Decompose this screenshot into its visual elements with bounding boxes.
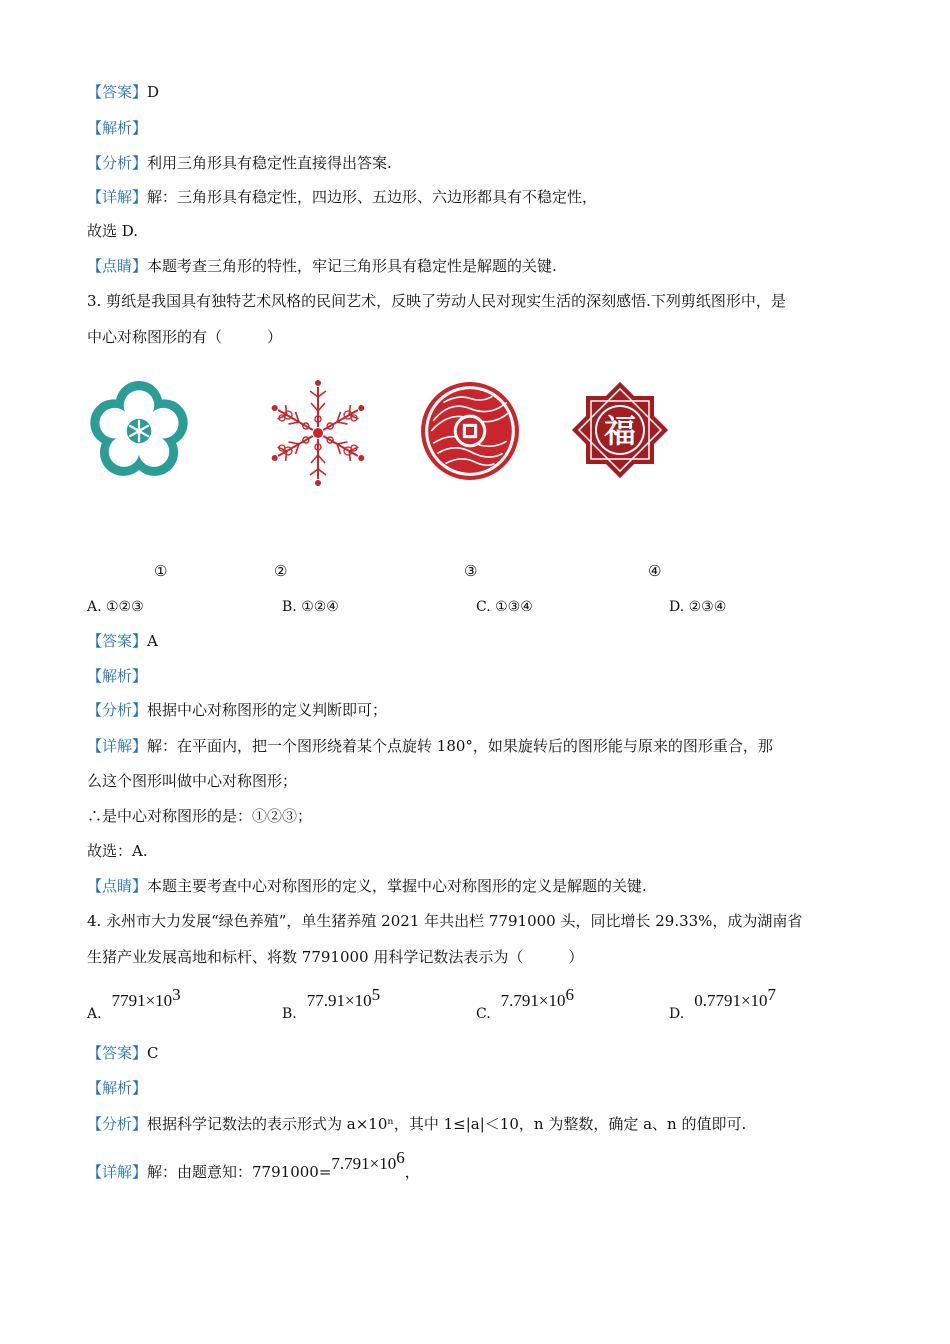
comment-tag: 【点睛】 bbox=[87, 257, 148, 275]
option-letter: D. bbox=[669, 1006, 685, 1022]
analysis-tag: 【解析】 bbox=[87, 119, 148, 137]
q4-option-a bbox=[87, 985, 181, 1022]
figure-label-4: ④ bbox=[648, 562, 662, 580]
q2-answer: D bbox=[147, 83, 160, 101]
option-base: 77.91×10 bbox=[306, 991, 372, 1010]
option-letter: C. bbox=[476, 1006, 491, 1022]
q3-detail-1: 解：在平面内，把一个图形绕着某个点旋转 180°，如果旋转后的图形能与原来的图形重合，那 bbox=[147, 737, 773, 755]
q3-option-c: C. ①③④ bbox=[476, 599, 533, 615]
q2-answer-line bbox=[87, 82, 159, 102]
option-exp: 6 bbox=[565, 985, 575, 1004]
option-exp: 7 bbox=[767, 985, 777, 1004]
q2-analysis-line bbox=[87, 118, 147, 138]
fu-character: 福 bbox=[603, 412, 637, 450]
q4-option-d bbox=[669, 985, 777, 1022]
comment-tag: 【点睛】 bbox=[87, 877, 148, 895]
q2-comment: 本题考查三角形的特性，牢记三角形具有稳定性是解题的关键. bbox=[147, 257, 557, 275]
q2-fenxi-line bbox=[87, 153, 392, 173]
q3-answer: A bbox=[147, 632, 158, 650]
q4-detail-prefix: 解：由题意知：7791000= bbox=[147, 1163, 332, 1181]
option-base: 0.7791×10 bbox=[694, 991, 768, 1010]
q3-analysis-line bbox=[87, 666, 147, 686]
q3-fenxi-line bbox=[87, 700, 387, 720]
answer-tag: 【答案】 bbox=[87, 83, 148, 101]
detail-tag: 【详解】 bbox=[87, 737, 148, 755]
q4-detail-line bbox=[87, 1148, 420, 1186]
answer-tag: 【答案】 bbox=[87, 1044, 148, 1062]
q3-conclusion: 故选：A. bbox=[87, 842, 148, 860]
q4-fenxi-line bbox=[87, 1114, 746, 1134]
analysis-tag: 【解析】 bbox=[87, 1079, 148, 1097]
option-base: 7791×10 bbox=[111, 991, 173, 1010]
q2-detail: 解：三角形具有稳定性，四边形、五边形、六边形都具有不稳定性， bbox=[147, 188, 598, 206]
q4-stem-line2: 生猪产业发展高地和标杆、将数 7791000 用科学记数法表示为（ ） bbox=[87, 948, 584, 966]
q4-detail-suffix: ， bbox=[404, 1163, 420, 1181]
q4-answer: C bbox=[147, 1044, 159, 1062]
figure-1-plum-blossom bbox=[88, 380, 190, 482]
q3-therefore: ∴是中心对称图形的是：①②③； bbox=[87, 807, 313, 825]
q4-option-b bbox=[282, 985, 381, 1022]
q3-comment-line bbox=[87, 876, 647, 896]
option-letter: A. bbox=[87, 1006, 102, 1022]
q3-comment: 本题主要考查中心对称图形的定义，掌握中心对称图形的定义是解题的关键. bbox=[147, 877, 647, 895]
q3-stem-line1: 3. 剪纸是我国具有独特艺术风格的民间艺术，反映了劳动人民对现实生活的深刻感悟.下列剪纸图形中，是 bbox=[87, 292, 786, 310]
q3-detail-line2: 么这个图形叫做中心对称图形； bbox=[87, 772, 298, 790]
q4-fenxi: 根据科学记数法的表示形式为 a×10ⁿ，其中 1≤|a|＜10，n 为整数，确定 a、n 的值即可. bbox=[147, 1115, 747, 1133]
q3-fenxi: 根据中心对称图形的定义判断即可； bbox=[147, 701, 388, 719]
analysis-tag: 【解析】 bbox=[87, 667, 148, 685]
option-base: 7.791×10 bbox=[500, 991, 566, 1010]
q2-conclusion: 故选 D. bbox=[87, 222, 139, 240]
fenxi-tag: 【分析】 bbox=[87, 154, 148, 172]
fenxi-tag: 【分析】 bbox=[87, 1115, 148, 1133]
q3-option-a: A. ①②③ bbox=[87, 599, 144, 615]
figure-2-snowflake bbox=[266, 378, 370, 488]
q4-detail-exp: 6 bbox=[396, 1148, 405, 1167]
q4-detail-base: 7.791×10 bbox=[331, 1154, 397, 1173]
q3-option-b: B. ①②④ bbox=[282, 599, 339, 615]
q3-detail-line1 bbox=[87, 736, 773, 756]
q2-fenxi: 利用三角形具有稳定性直接得出答案. bbox=[147, 154, 392, 172]
figure-label-2: ② bbox=[274, 562, 288, 580]
figure-3-round-medallion bbox=[419, 380, 521, 482]
q3-stem-line2: 中心对称图形的有（ ） bbox=[87, 328, 283, 346]
q2-comment-line bbox=[87, 256, 557, 276]
detail-tag: 【详解】 bbox=[87, 188, 148, 206]
q4-stem-line1: 4. 永州市大力发展“绿色养殖”，单生猪养殖 2021 年共出栏 7791000 头，同比增长 29.33%，成为湖南省 bbox=[87, 912, 803, 930]
q4-option-c bbox=[476, 985, 575, 1022]
figure-label-3: ③ bbox=[464, 562, 478, 580]
q2-detail-line bbox=[87, 187, 597, 207]
figure-4-fu-octagram bbox=[570, 378, 670, 482]
q4-analysis-line bbox=[87, 1078, 147, 1098]
q3-option-d: D. ②③④ bbox=[669, 599, 727, 615]
option-letter: B. bbox=[282, 1006, 297, 1022]
option-exp: 3 bbox=[172, 985, 181, 1004]
detail-tag: 【详解】 bbox=[87, 1163, 148, 1181]
option-exp: 5 bbox=[371, 985, 381, 1004]
q3-answer-line bbox=[87, 631, 158, 651]
q4-answer-line bbox=[87, 1043, 159, 1063]
fenxi-tag: 【分析】 bbox=[87, 701, 148, 719]
answer-tag: 【答案】 bbox=[87, 632, 148, 650]
figure-label-1: ① bbox=[154, 562, 168, 580]
